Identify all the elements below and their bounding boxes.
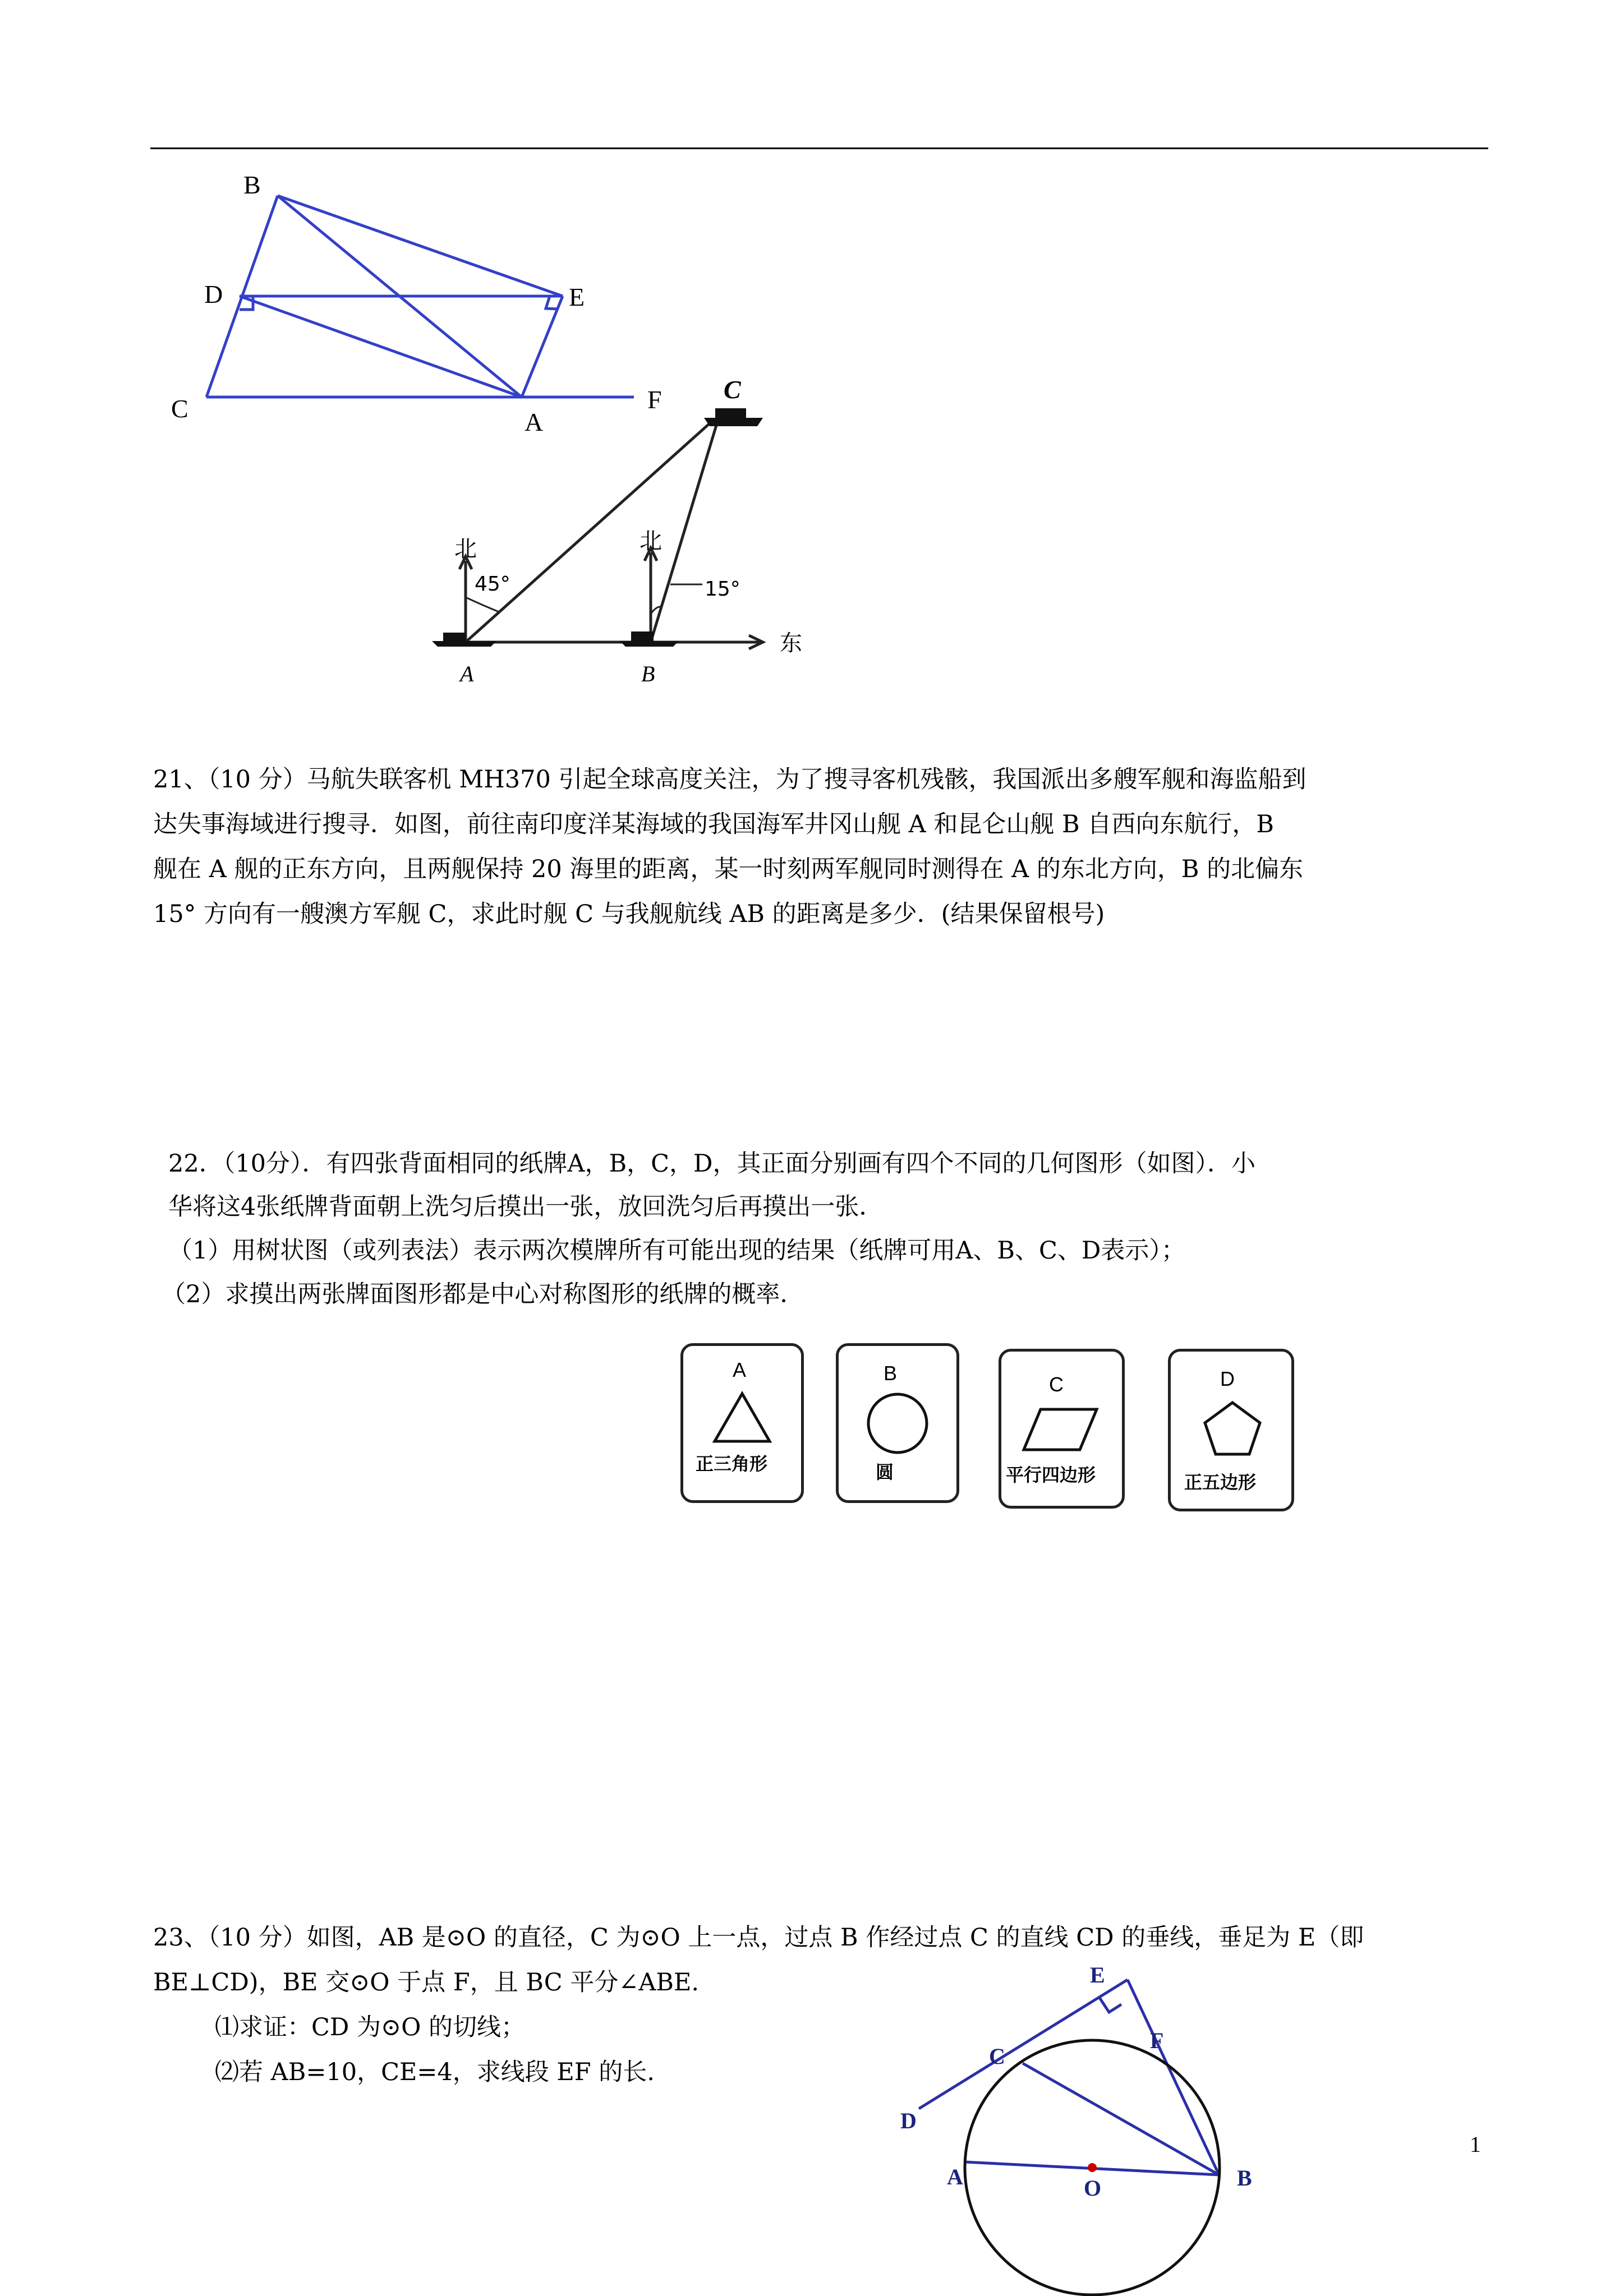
q21-line-2: 达失事海域进行搜寻．如图，前往南印度洋某海域的我国海军井冈山舰 A 和昆仑山舰 B 自西向东航行，B <box>153 810 1274 838</box>
card-caption: 正五边形 <box>1184 1472 1257 1493</box>
figure-circle-tangent <box>886 1952 1290 2296</box>
q22-line-2: 华将这4张纸牌背面朝上洗匀后摸出一张，放回洗匀后再摸出一张． <box>168 1193 884 1221</box>
label-E: E <box>569 283 585 311</box>
center-point-o <box>1088 2163 1097 2172</box>
label-D: D <box>900 2108 917 2133</box>
card-letter: B <box>884 1362 898 1385</box>
label-angle-45: 45° <box>475 573 510 596</box>
label-E: E <box>1090 1962 1105 1988</box>
label-east: 东 <box>780 630 802 656</box>
label-A: A <box>947 2164 963 2189</box>
q23-line-3: ⑴求证：CD 为⊙O 的切线； <box>215 2013 525 2041</box>
card-letter: C <box>1049 1373 1064 1396</box>
card-caption: 正三角形 <box>696 1453 768 1474</box>
label-F: F <box>1150 2028 1164 2053</box>
q23-line-4: ⑵若 AB=10，CE=4，求线段 EF 的长. <box>215 2058 655 2086</box>
card-letter: D <box>1220 1367 1235 1390</box>
q21-line-3: 舰在 A 舰的正东方向，且两舰保持 20 海里的距离，某一时刻两军舰同时测得在 A 的东北方向，B 的北偏东 <box>153 855 1304 883</box>
label-C: C <box>989 2044 1005 2069</box>
q21-line-1: 21、（10 分）马航失联客机 MH370 引起全球高度关注，为了搜寻客机残骸，我国派出多艘军舰和海监船到 <box>153 766 1306 794</box>
q23-line-1: 23、（10 分）如图，AB 是⊙O 的直径，C 为⊙O 上一点，过点 B 作经过点 C 的直线 CD 的垂线，垂足为 E（即 <box>153 1924 1364 1952</box>
card-b <box>836 1343 959 1503</box>
q22-line-3: （1）用树状图（或列表法）表示两次模牌所有可能出现的结果（纸牌可用A、B、C、D表示）； <box>168 1237 1185 1265</box>
label-B: B <box>1237 2165 1252 2191</box>
card-a <box>680 1343 804 1503</box>
circle-icon <box>864 1390 931 1457</box>
q22-line-1: 22．（10分）．有四张背面相同的纸牌A，B，C，D，其正面分别画有四个不同的几何图形（如图）．小 <box>168 1150 1255 1178</box>
pentagon-icon <box>1202 1399 1263 1458</box>
card-caption: 平行四边形 <box>1006 1464 1096 1486</box>
label-north-a: 北 <box>454 536 477 562</box>
page-number: 1 <box>1470 2132 1481 2157</box>
q22-line-4: （2）求摸出两张牌面图形都是中心对称图形的纸牌的概率． <box>162 1280 804 1308</box>
label-angle-15: 15° <box>705 578 740 601</box>
ship-icons <box>432 408 763 647</box>
triangle-icon <box>711 1391 773 1447</box>
figure-ships <box>415 370 819 684</box>
label-north-b: 北 <box>640 528 662 554</box>
label-ship-A: A <box>460 661 474 686</box>
q21-line-4: 15° 方向有一艘澳方军舰 C，求此时舰 C 与我舰航线 AB 的距离是多少．(结果保留根号) <box>153 900 1105 928</box>
label-ship-B: B <box>641 661 655 686</box>
card-caption: 圆 <box>876 1461 894 1483</box>
label-ship-C: C <box>724 375 741 404</box>
card-letter: A <box>733 1358 747 1381</box>
card-c <box>999 1349 1125 1509</box>
label-B: B <box>243 170 261 199</box>
label-F: F <box>647 385 662 414</box>
header-rule <box>150 147 1488 149</box>
parallelogram-icon <box>1018 1405 1102 1455</box>
label-O: O <box>1084 2175 1102 2201</box>
label-A: A <box>525 408 544 436</box>
label-D: D <box>204 280 223 308</box>
label-C: C <box>171 394 188 423</box>
card-d <box>1168 1349 1294 1511</box>
q23-line-2: BE⊥CD)，BE 交⊙O 于点 F，且 BC 平分∠ABE. <box>153 1968 700 1997</box>
